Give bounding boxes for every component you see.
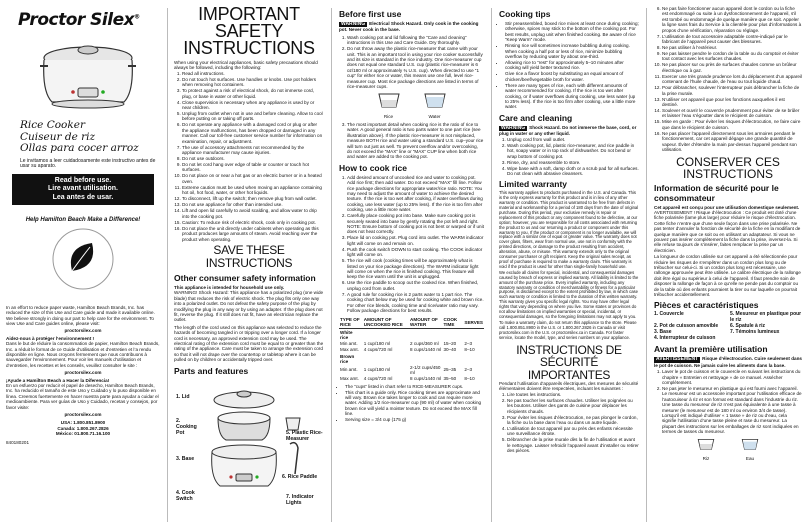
safety-item: 4. Close supervision is necessary when any appliance is used by or near children.: [182, 100, 324, 111]
care-list: [499, 137, 639, 177]
rice-cup-icon: [376, 91, 402, 109]
safety-panel: [168, 0, 330, 530]
chart-cell: Min amt.: [340, 341, 358, 347]
tip-item: • There are many types of rice, each with different amounts of water recommended for cooking. If the rice is too wet after cooking, or if water overflows during cooking, use less water (up to 25% less). If the rice is too firm after cooking, use a little more water.: [505, 83, 639, 110]
fr-safety-item: 1. Lire toutes les instructions.: [507, 392, 639, 397]
url-en[interactable]: proctorsilex.com: [64, 328, 102, 334]
part-lights: 7. Indicator Lights: [286, 493, 314, 506]
fr-safety-item: 6. Ne pas faire fonctionner aucun appareil dont le cordon ou la fiche est endommagé ou suite à un dysfonctionnement de l’appareil, s’il est tombé ou endommagé de quelque manière que ce soit. Appeler la ligne sans frais du Service à la clientèle pour plus d’informations à propos d’une vérification, réparation ou réglage.: [662, 6, 802, 33]
warranty-text-3: To make a warranty claim, do not return this appliance to the store. Please call 1.800.851.8900 in the U.S. or 1.800.267.2826 in Canada or visit proctorsilex.com in the U.S. or proctorsilex.ca in Canada. For faster service, locate the model, type, and series numbers on your appliance.: [499, 319, 637, 340]
safety-item: 8. Do not use outdoors.: [182, 156, 324, 161]
chart-cell: 4 cups/720 ml: [363, 347, 393, 353]
care-item: 3. Rinse, dry, and reassemble to store.: [507, 160, 639, 165]
fr-info-text-2: La longueur de cordon utilisée sur cet appareil a été sélectionnée pour réduire les risques de s’empêtrer dans un cordon plus long ou de trébucher sur celui-ci. Si un cordon plus long est nécessaire, une rallonge approuvée peut être utilisée. Le calibre électrique de la rallonge doit être égal ou supérieur à celui de l’appareil. Il faut prendre soin de disposer la rallonge de façon à ce qu’elle ne pende pas du comptoir ou de la table où des enfants pourraient la tirer ou sur laquelle on pourrait trébucher accidentellement.: [654, 254, 801, 297]
chart-cell: [409, 353, 442, 364]
fr-safety-item: 15. Mise en garde : Pour éviter les risques d’électrocution, ne faire cuire que dans le récipient de cuisson.: [662, 119, 802, 130]
cooking-chart: [339, 316, 484, 381]
part-base: 3. Base: [176, 455, 195, 462]
brand-logo: Proctor Silex®: [18, 10, 140, 30]
warranty-text: This warranty applies to products purchased in the U.S. and Canada. This is the only express warranty for this product and is in lieu of any other warranty or condition. This product is warranted to be free from defects in material and workmanship for a period of 180 days from the date of original purchase. During this period, your exclusive remedy is repair or replacement of this product or any component found to be defective, at our option; however, you are responsible for all costs associated with returning the product to us and our returning a product or component under this warranty to you. If the product or component is no longer available, we will replace with a similar one of equal or greater value. The warranty does not cover glass, filters, wear from normal use, use not in conformity with the printed directions, or damage to the product resulting from accident, alteration, abuse, or misuse. This warranty extends only to the original consumer purchaser or gift recipient. Keep the original sales receipt, as proof of purchase is required to make a warranty claim. This warranty is void if the product is used for other than single-family household use.: [499, 190, 639, 269]
badge-text: Help Hamilton Beach Make a Difference!: [25, 216, 141, 223]
fr-safety-item: 3. Pour éviter les risques d’électrocution, ne pas plonger le cordon, la fiche ou la base dans l’eau ou dans un autre liquide.: [507, 415, 639, 426]
chart-header: TYPE OF RICE: [339, 316, 363, 329]
part-paddle: 6. Rice Paddle: [282, 473, 318, 480]
chart-cell: 1 cup/180 ml: [363, 341, 391, 347]
safety-item: 12. To disconnect, lift up the switch; then remove plug from wall outlet.: [182, 196, 324, 201]
before-item: 2. Do not throw away the plastic rice-measurer that came with your unit. This is an important tool in using your rice cooker successfully and its size is standard in the rice industry. One rice-measurer cup does not equal one standard U.S. cup (plastic rice-measurer is 6 oz/180 ml or approximately ¾ U.S. cup). When directed to use “1 cup” for either rice or water, this means use one full, level rice-measurer cup. Most rice package directions are listed in terms of rice-measurer cups.: [347, 46, 484, 89]
fr-safety-item: 11. Exercer une très grande prudence lors du déplacement d’un appareil contenant de l’huile chaude, de l’eau ou tout liquide chaud.: [662, 74, 802, 85]
howto-item: 2. Carefully place cooking pot into base. Make sure cooking pot is securely seated into base by gently rotating the pot left and right. NOTE: Ensure bottom of cooking pot is not bent or warped or if unit does not heat correctly.: [347, 213, 484, 235]
eco-badge: [6, 209, 160, 305]
before-item: 3. The most important detail when cooking rice is the ratio of rice to water. A good general ratio is two parts water to one part rice (see illustration above). If the plastic rice-measurer is not misplaced, measure BOTH rice and water using a standard U.S. cup–your rice will turn out just as well. To prevent overflow and/or overcooking, do not exceed the “MAX” line or “MAX” CUP line when both rice and water are added to the cooking pot.: [347, 122, 484, 160]
safety-title: IMPORTANT SAFETY INSTRUCTIONS: [183, 4, 315, 58]
fr-parts-title: Pièces et caractéristiques: [654, 300, 759, 311]
safety-item: 2. Do not touch hot surfaces. Use handles or knobs. Use pot holders when removing hot containers.: [182, 77, 324, 88]
household-use: This appliance is intended for household use only.: [174, 284, 285, 290]
safety-item: 16. Do not place the unit directly under cabinets when operating as this product produces large amounts of steam. Avoid reaching over the product when operating.: [182, 226, 324, 242]
product-titles: [20, 120, 160, 155]
chart-cell: 30–40: [443, 347, 457, 353]
safety-item: 9. Do not let cord hang over edge of table or counter or touch hot surfaces.: [182, 162, 324, 173]
chart-cell: White rice: [340, 330, 353, 341]
chart-cell: Min amt.: [340, 367, 358, 373]
part-lid: 1. Lid: [176, 393, 190, 400]
effort-text: In an effort to reduce paper waste, Hamilton Beach Brands, Inc. has reduced the size of this Use and Care guide and made it available online. We believe strongly in doing our part to help care for the environment. To view Use and Care guides online, please visit:: [6, 304, 155, 326]
safety-item: 5. Unplug from outlet when not in use and before cleaning. Allow to cool before putting on or taking off parts.: [182, 111, 324, 122]
read-before-use-box: Read before use. Lire avant utilisation. Lea antes de usar.: [12, 174, 154, 205]
title-en: Rice Cooker: [20, 119, 85, 131]
title-es: Ollas para cocer arroz: [20, 142, 139, 154]
fr-safety-item: 8. Ne pas utiliser à l’extérieur.: [662, 45, 802, 50]
safety-item: 13. Do not use appliance for other than intended use.: [182, 202, 324, 207]
howto-item: 5. The rice will cook (cooking times will be approximately what is listed on your rice package directions). The WARM indicator light will come on when the rice is finished cooking. This feature will keep the rice warm until the unit is unplugged.: [347, 258, 484, 280]
tip-item: • Give rice a flavor boost by substituting an equal amount of chicken/beef/vegetable broth for water.: [505, 71, 639, 82]
care-warning: WARNING Shock Hazard. Do not immerse the base, cord, or plug in water or any other liquid.: [499, 124, 637, 137]
fr-safety-item: 16. Ne pas placer l’appareil directement sous les armoires pendant le fonctionnement, car cet appareil dégage une grande quantité de vapeur. Éviter d’étendre la main par-dessus l’appareil pendant son utilisation.: [662, 131, 802, 153]
fr-info-title: Information de sécurité pour le consommateur: [654, 182, 779, 203]
tip-item: • Stir preassembled, boxed rice mixes at least once during cooking; otherwise, spices may stick to the bottom of the cooking pot. For best results, unplug unit when finished cooking. Be aware of rice “Keep Warm” mode.: [505, 21, 639, 43]
before-use-panel: [333, 0, 490, 530]
safety-item: 3. To protect against a risk of electrical shock, do not immerse cord, plug, or base in water or other liquid.: [182, 88, 324, 99]
howto-item: 6. Use the rice paddle to scoop out the cooked rice. When finished, unplug cord from outlet.: [347, 280, 484, 291]
before-warning: WARNING Electrical Shock Hazard. Only cook in the cooking pot. Never cook in the base.: [339, 21, 479, 33]
rice-cup-icon: [695, 437, 717, 451]
chart-cell: 2–3: [464, 367, 473, 373]
tip-item: • Allowing rice to “rest” for approximately 5–10 minutes after cooking will yield better textured rice.: [505, 60, 639, 71]
fr-safety-item: 2. Ne pas toucher les surfaces chaudes. Utiliser les poignées ou les boutons. Utiliser des gants de cuisine pour déplacer les récipients chauds.: [507, 398, 639, 414]
fr-household: Cet appareil est conçu pour une utilisation domestique seulement.: [654, 204, 800, 210]
polarized-plug-text: WARNING! Shock Hazard: This appliance has a polarized plug (one wide blade) that reduces the risk of electric shock. The plug fits only one way into a polarized outlet. Do not defeat the safety purpose of the plug by modifying the plug in any way or by using an adapter. If the plug does not fit, reverse the plug. If it still does not fit, have an electrician replace the outlet.: [174, 290, 324, 323]
intro-es: Le invitamos a leer cuidadosamente este instructivo antes de usar su aparato.: [20, 157, 156, 170]
chart-cell: 2 cups/360 ml: [410, 341, 439, 347]
howto-item: 3. Place lid on cooking pot. Plug cord into outlet. The WARM indicator light will come on and remain on.: [347, 235, 484, 246]
parts-title: Parts and features: [174, 365, 249, 376]
chart-cell: [409, 329, 442, 341]
parts-illustration: [174, 378, 324, 508]
chart-header: COOK TIME: [442, 316, 463, 329]
safety-item: 14. Lift and open lid carefully to avoid scalding, and allow water to drip into the cooking pot.: [182, 208, 324, 219]
chart-cell: 15–20: [443, 341, 457, 347]
tips-list: [499, 21, 639, 110]
save-instructions: SAVE THESE INSTRUCTIONS: [205, 242, 293, 270]
leaf-icon: [6, 209, 160, 305]
safety-item: 11. Extreme caution must be used when moving an appliance containing hot oil, hot food, water, or other hot liquids.: [182, 185, 324, 196]
fr-safety-item: 14. Soulever et ouvrir le couvercle prudemment pour éviter de se brûler et laisser l’eau s’égoutter dans le récipient de cuisson.: [662, 108, 802, 119]
chart-cell: [442, 353, 463, 364]
safety-intro: When using your electrical appliances, basic safety precautions should always be followed, including the following:: [174, 60, 318, 71]
chart-header: SERVES: [463, 316, 484, 329]
chart-cell: 8–10: [464, 375, 475, 381]
care-title: Care and cleaning: [499, 112, 573, 123]
fr-before-title: Avant la première utilisation: [654, 344, 768, 355]
safety-item: 1. Read all instructions.: [182, 71, 324, 76]
warranty-text-2: We exclude all claims for special, incidental, and consequential damages caused by breach of express or implied warranty. All liability is limited to the amount of the purchase price. Every implied warranty, including any statutory warranty or condition of merchantability or fitness for a particular purpose, is disclaimed except to the extent prohibited by law, in which case such warranty or condition is limited to the duration of this written warranty. This warranty gives you specific legal rights. You may have other legal rights that vary depending on where you live. Some states or provinces do not allow limitations on implied warranties or special, incidental, or consequential damages, so the foregoing limitations may not apply to you.: [499, 269, 639, 319]
es-eco-text: En un esfuerzo por reducir el papel de desecho, Hamilton Beach Brands, Inc. ha reducido el tamaño de este Uso y Cuidado y lo puso disponible en línea. Creemos fuertemente en hacer nuestra parte para ayudar a cuidar el medioambiente. Para ver guías de Uso y Cuidado, recetas y consejos, por favor visite:: [6, 382, 159, 410]
chart-header: AMOUNT OF UNCOOKED RICE: [363, 316, 409, 329]
safety-item: 10. Do not place on or near a hot gas or an electric burner or in a heated oven.: [182, 173, 324, 184]
cup-illustration: Rice Water: [339, 91, 484, 119]
fr-safety-item: 12. Pour débrancher, soulever l’interrupteur puis débrancher la fiche de la prise murale.: [662, 85, 802, 96]
before-list: [339, 35, 484, 90]
fr-safety-item: 4. L’utilisation de tout appareil par ou près des enfants nécessite une surveillance étroite.: [507, 426, 639, 437]
title-fr: Cuiseur de riz: [20, 130, 96, 143]
chart-cell: 35–50: [443, 375, 457, 381]
fr-safety-item: 7. L’utilisation de tout accessoire adaptable contre-indiqué par le fabricant de l’appareil peut causer des blessures.: [662, 34, 802, 45]
part-switch: 4. Cook Switch: [176, 489, 195, 502]
chart-cell: 2–3: [464, 341, 473, 347]
fr-eco-text: Dans le but de réduire la consommation de papier, Hamilton Beach Brands, Inc. a réduit le format de ce Guide d’utilisation et d’entretien et l’a rendu disponible en ligne. Nous croyons fermement que nous contribuons à sauvegarder l’environnement. Pour voir les manuels d’utilisation et d’entretien, les recettes et les conseils, veuillez consulter le site :: [6, 341, 160, 368]
chart-cell: 4 cups/720 ml: [363, 375, 393, 381]
es-eco-title: ¡Ayude a Hamilton Beach a Hacer la Diferencia!: [6, 377, 110, 383]
fr-eco-title: Aidez-nous à protéger l’environnement !: [6, 335, 95, 341]
water-cup-icon: [422, 91, 448, 109]
chart-cell: [363, 329, 409, 341]
chart-notes: • The “cups” listed in chart refer to RICE-MEASURER cups. • This chart is a guide only. Rice cooking times are approximate and will vary. Brown rice takes longer to cook and can require more water. Adding 1/2 rice-measurer cup (90 ml) of water when cooking brown rice will yield a moister texture. Do not exceed the MAX fill line. • Serving size = 3/4 cup (175 g): [339, 384, 484, 423]
before-title: Before first use: [339, 9, 402, 19]
cord-text: The length of the cord used on this appliance was selected to reduce the hazards of becoming tangled in or tripping over a longer cord. If a longer cord is necessary, an approved extension cord may be used. The electrical rating of the extension cord must be equal to or greater than the rating of the appliance. Care must be taken to arrange the extension cord so that it will not drape over the countertop or tabletop where it can be pulled on by children or accidentally tripped over.: [174, 324, 324, 363]
cover-panel: [0, 0, 166, 530]
chart-row: [339, 375, 484, 381]
howto-item: 7. A good rule for cooking rice is 2 parts water to 1 part rice. The cooking chart below may be used for cooking white and brown rice. For other rice blends, cooking time and rice/water ratio may vary. Follow package directions for best results.: [347, 292, 484, 314]
fr-safety-list: [499, 392, 639, 454]
chart-cell: [463, 353, 484, 364]
warning-badge: WARNING: [501, 124, 526, 131]
warning-badge: AVERTISSEMENT: [656, 356, 699, 363]
chart-cell: [463, 329, 484, 341]
phone-numbers: USA: 1.800.851.8900 Canada: 1.800.267.2826 México: 01.800.71.16.100: [55, 420, 111, 437]
chart-cell: Max amt.: [340, 375, 359, 381]
safety-list: [174, 71, 324, 242]
safety-item: 6. Do not operate any appliance with a damaged cord or plug or after the appliance malfunctions, has been dropped or damaged in any manner. Call our toll-free customer service number for information on examination, repair, or adjustment.: [182, 122, 324, 144]
fr-cups: Riz Eau: [654, 437, 802, 461]
care-item: 4. Wipe base with a soft, damp cloth or a scrub pad for all surfaces. Do not clean with abrasive cleansers.: [507, 166, 639, 177]
fr-safety-list-cont: [654, 6, 802, 153]
howto-item: 4. Push the cook switch DOWN to start cooking. The COOK indicator light will come on.: [347, 247, 484, 258]
chart-row: [339, 329, 484, 341]
chart-cell: 1 cup/180 ml: [363, 367, 391, 373]
rice-cooker-illustration: [28, 36, 148, 114]
tip-item: • Rinsing rice will sometimes increase bubbling during cooking. When cooking a half pot or less of rice, minimize bubbling overflow by reducing water by about one-third.: [505, 43, 639, 59]
chart-row: [339, 364, 484, 375]
fr-before-list: 1. Laver le pot de cuisson et le couvercle en suivant les instructions du chapitre « Entretien et nettoyage » de ce manuel. Assécher complètement. 2. Ne pas jeter le mesureur en plastique qui est fourni avec l’appareil. Le mesureur est un accessoire important pour l’utilisation efficace de l’autocuiseur à riz et son format est standard dans l’industrie du riz. Une tasse du mesureur de riz n’est pas équivalente à une tasse à mesurer (le mesureur est de 180 ml ou environ 3/4 de tasse). Lorsqu’il est indiqué d’utiliser « 1 tasse » de riz ou d’eau, cela signifie l’utilisation d’une tasse pleine et rase du mesureur. La plupart des instructions sur les emballages de riz sont indiquées en termes de tasses du mesureur.: [654, 369, 802, 434]
before-list-cont: [339, 122, 484, 160]
howto-item: 1. Add desired amount of uncooked rice and water to cooking pot. Add rice first; then add water. Do not exceed “MAX” fill line. Follow rice package directions for appropriate water/rice ratio. NOTE: You may need to adjust the amount of water to achieve the desired texture. If the rice is too wet after cooking, if water overflows during cooking, use less water (up to 25% less). If the rice is too firm after cooking, use a little more water.: [347, 175, 484, 213]
document-code: 840180201: [6, 439, 29, 445]
howto-title: How to cook rice: [339, 162, 408, 173]
fr-safety-title: INSTRUCTIONS DE SÉCURITÉ IMPORTANTES: [516, 342, 622, 382]
chart-header: AMOUNT OF WATER: [409, 316, 442, 329]
fr-warning: AVERTISSEMENT Risque d’électrocution. Cuire seulement dans le pot de cuisson. Ne jamais cuire les aliments dans la base.: [654, 356, 802, 368]
safety-item: 15. Caution: To reduce risk of electric shock, cook only in cooking pot.: [182, 220, 324, 225]
chart-cell: 8 cups/1440 ml: [410, 375, 442, 381]
fr-safety-item: 13. N’utiliser cet appareil que pour les fonctions auxquelles il est destiné.: [662, 97, 802, 108]
tips-panel: [493, 0, 645, 530]
care-item: 2. Wash cooking pot, lid, plastic rice-measurer, and rice paddle in hot, soapy water or in top rack of dishwasher. Do not bend or wrap bottom of cooking pot.: [507, 143, 639, 159]
chart-cell: 8–10: [464, 347, 475, 353]
chart-row: [339, 353, 484, 364]
warning-badge: WARNING: [341, 21, 366, 27]
chart-cell: [442, 329, 463, 341]
fr-safety-item: 5. Débrancher de la prise murale dès la fin de l’utilisation et avant le nettoyage. Laisser refroidir l’appareil avant d’installer ou retirer des pièces.: [507, 437, 639, 453]
fr-safety-intro: Pendant l’utilisation d’appareils électriques, des mesures de sécurité élémentaires doivent être respectées, incluant les suivantes :: [499, 381, 639, 392]
safety-item: 7. The use of accessory attachments not recommended by the appliance manufacturer may cause injuries.: [182, 145, 324, 156]
fr-safety-item: 10. Ne pas placer sur ou près de surfaces chaudes comme un brûleur électrique ou à gaz.: [662, 62, 802, 73]
french-panel: [648, 0, 808, 530]
url-fr[interactable]: proctorsilex.com: [64, 370, 102, 376]
water-cup-icon: [739, 437, 761, 451]
chart-cell: Brown rice: [340, 353, 355, 364]
howto-list: [339, 175, 484, 314]
fr-info-text: AVERTISSEMENT ! Risque d’électrocution : Ce produit est doté d’une fiche polarisée (lame plus large) pour réduire le risque d’électrocution. Cette fiche n’entre que d’une seule façon dans une prise polarisée. Ne pas tenter d’annuler la fonction de sécurité de la fiche en la modifiant de quelque manière que ce soit ou en utilisant un adaptateur. Si vous ne pouvez pas insérer complètement la fiche dans la prise, inversez-la. Si elle refuse toujours de s’insérer, faites remplacer la prise par un électricien.: [654, 209, 801, 253]
before-item: 1. Wash cooking pot and lid following the “Care and cleaning” instructions in this Use and Care Guide. Dry thoroughly.: [347, 35, 484, 46]
fr-safety-item: 9. Ne pas laisser pendre le cordon de la table ou du comptoir et éviter tout contact avec les surfaces chaudes.: [662, 51, 802, 62]
fr-parts-list: 1. Couvercle 5. Mesureur en plastique pour le riz 2. Pot de cuisson amovible 6. Spatule à riz 3. Base 7. Témoins lumineux 4. Interrupteur de cuisson: [654, 311, 802, 341]
chart-cell: Max amt.: [340, 347, 359, 353]
chart-cell: 8 cups/1440 ml: [410, 347, 442, 353]
part-pot: 2. Cooking Pot: [176, 417, 197, 436]
chart-cell: [363, 353, 409, 364]
chart-cell: 2-1/2 cups/450 ml: [410, 364, 441, 375]
other-safety-title: Other consumer safety information: [174, 272, 316, 283]
care-item: 1. Unplug cord from wall outlet.: [507, 137, 639, 142]
chart-cell: 25–35: [443, 367, 457, 373]
warranty-title: Limited warranty: [499, 179, 568, 190]
part-measurer: 5. Plastic Rice-Measurer: [286, 429, 323, 442]
fr-save: CONSERVER CES INSTRUCTIONS: [676, 154, 780, 181]
parts-diagram: [174, 378, 324, 528]
tips-title: Cooking tips: [499, 9, 551, 19]
url-es[interactable]: proctorsilex.com: [64, 412, 102, 418]
